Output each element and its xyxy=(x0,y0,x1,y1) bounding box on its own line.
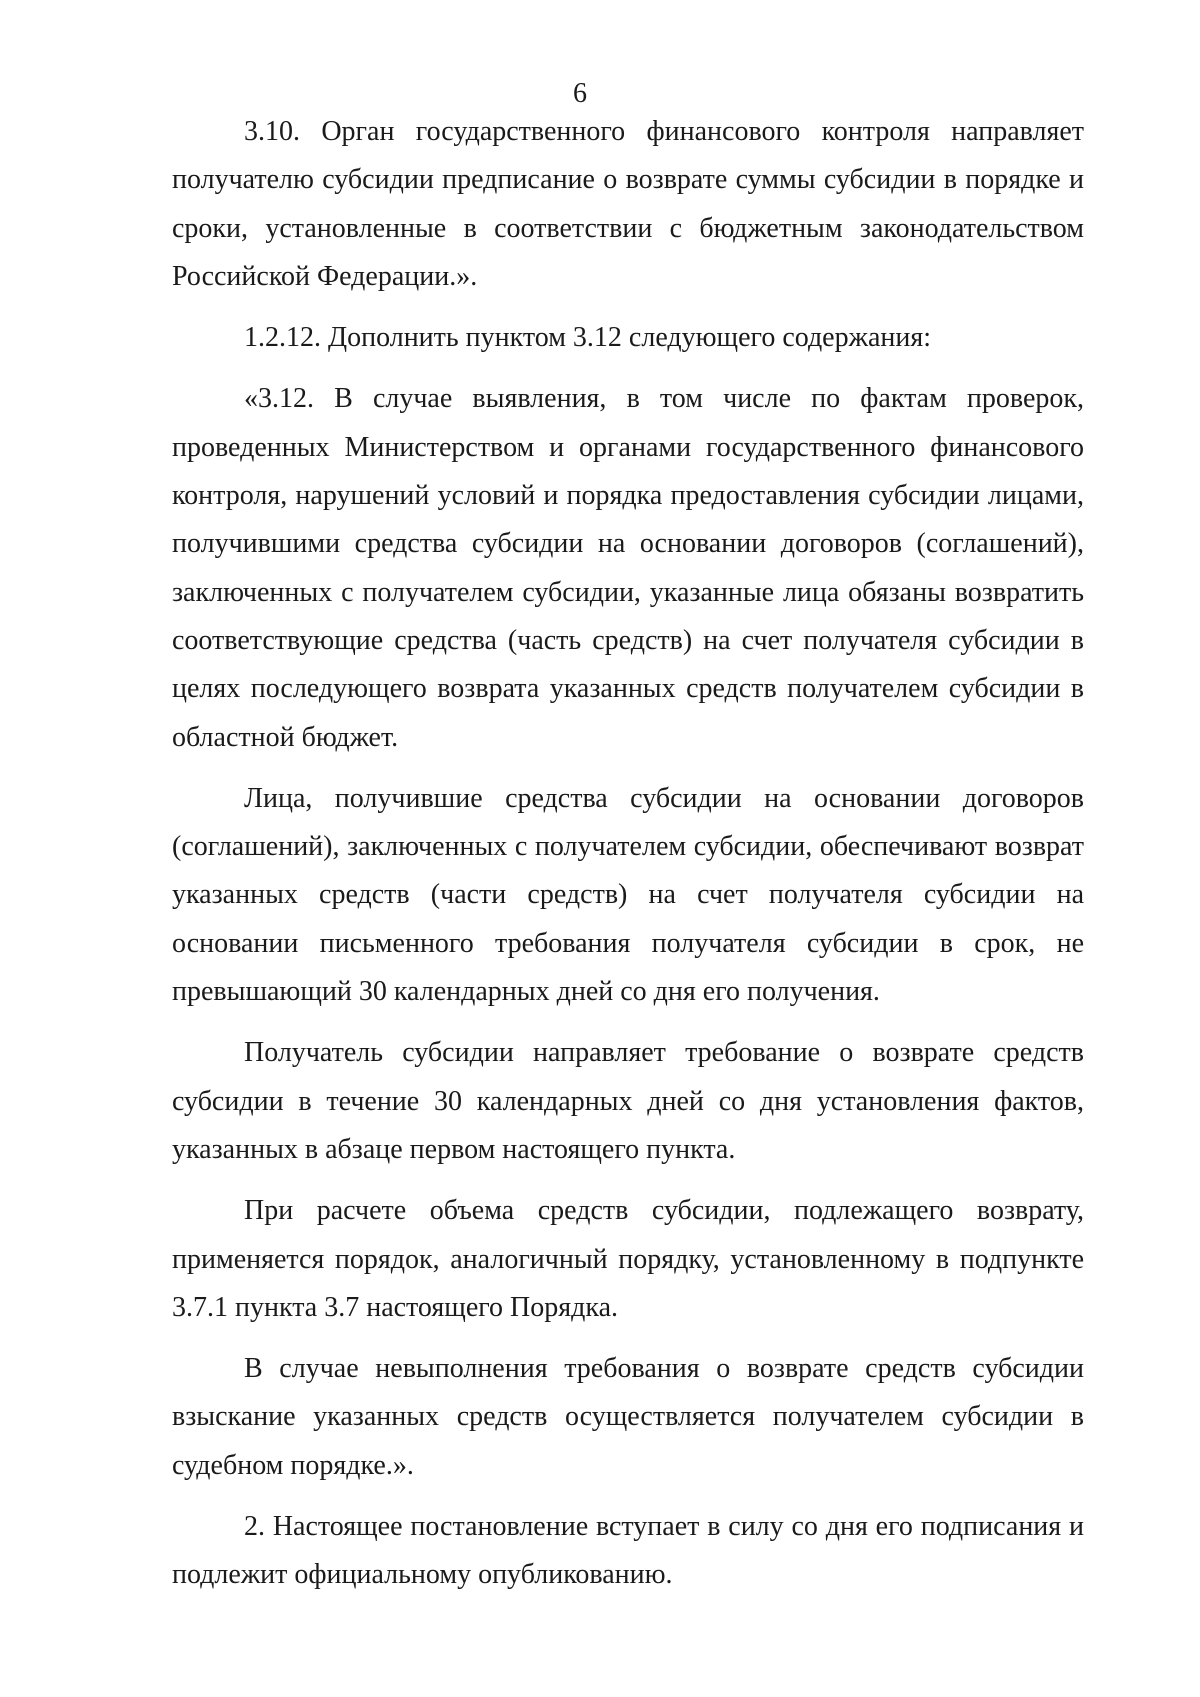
paragraph-court-recovery: В случае невыполнения требования о возврате средств субсидии взыскание указанных средств осуществляется получателем субсидии в судебном порядке.». xyxy=(172,1353,1084,1481)
paragraph-demand-deadline: Получатель субсидии направляет требование о возврате средств субсидии в течение 30 календарных дней со дня установления фактов, указанных в абзаце первом настоящего пункта. xyxy=(172,1037,1084,1165)
paragraph-1-2-12: 1.2.12. Дополнить пунктом 3.12 следующего содержания: xyxy=(244,322,932,354)
paragraph-3-12: «3.12. В случае выявления, в том числе по фактам проверок, проведенных Министерством и органами государственного финансового контроля, нарушений условий и порядка предоставления субсидии лицами, получившими средства субсидии на основании договоров (соглашений), заключенных с получателем субсидии, указанные лица обязаны возвратить соответствующие средства (часть средств) на счет получателя субсидии в целях последующего возврата указанных средств получателем субсидии в областной бюджет. xyxy=(172,383,1084,753)
paragraph-calculation: При расчете объема средств субсидии, подлежащего возврату, применяется порядок, аналогичный порядку, установленному в подпункте 3.7.1 пункта 3.7 настоящего Порядка. xyxy=(172,1195,1084,1323)
paragraph-recipients-return: Лица, получившие средства субсидии на основании договоров (соглашений), заключенных с получателем субсидии, обеспечивают возврат указанных средств (части средств) на счет получателя субсидии на основании письменного требования получателя субсидии в срок, не превышающий 30 календарных дней со дня его получения. xyxy=(172,782,1084,1008)
page-number: 6 xyxy=(573,78,587,109)
paragraph-3-10: 3.10. Орган государственного финансового контроля направляет получателю субсидии предписание о возврате суммы субсидии в порядке и сроки, установленные в соответствии с бюджетным законодательством Российской Федерации.». xyxy=(172,116,1084,292)
paragraph-effective-date: 2. Настоящее постановление вступает в силу со дня его подписания и подлежит официальному опубликованию. xyxy=(172,1511,1084,1591)
document-body xyxy=(172,108,1084,1600)
